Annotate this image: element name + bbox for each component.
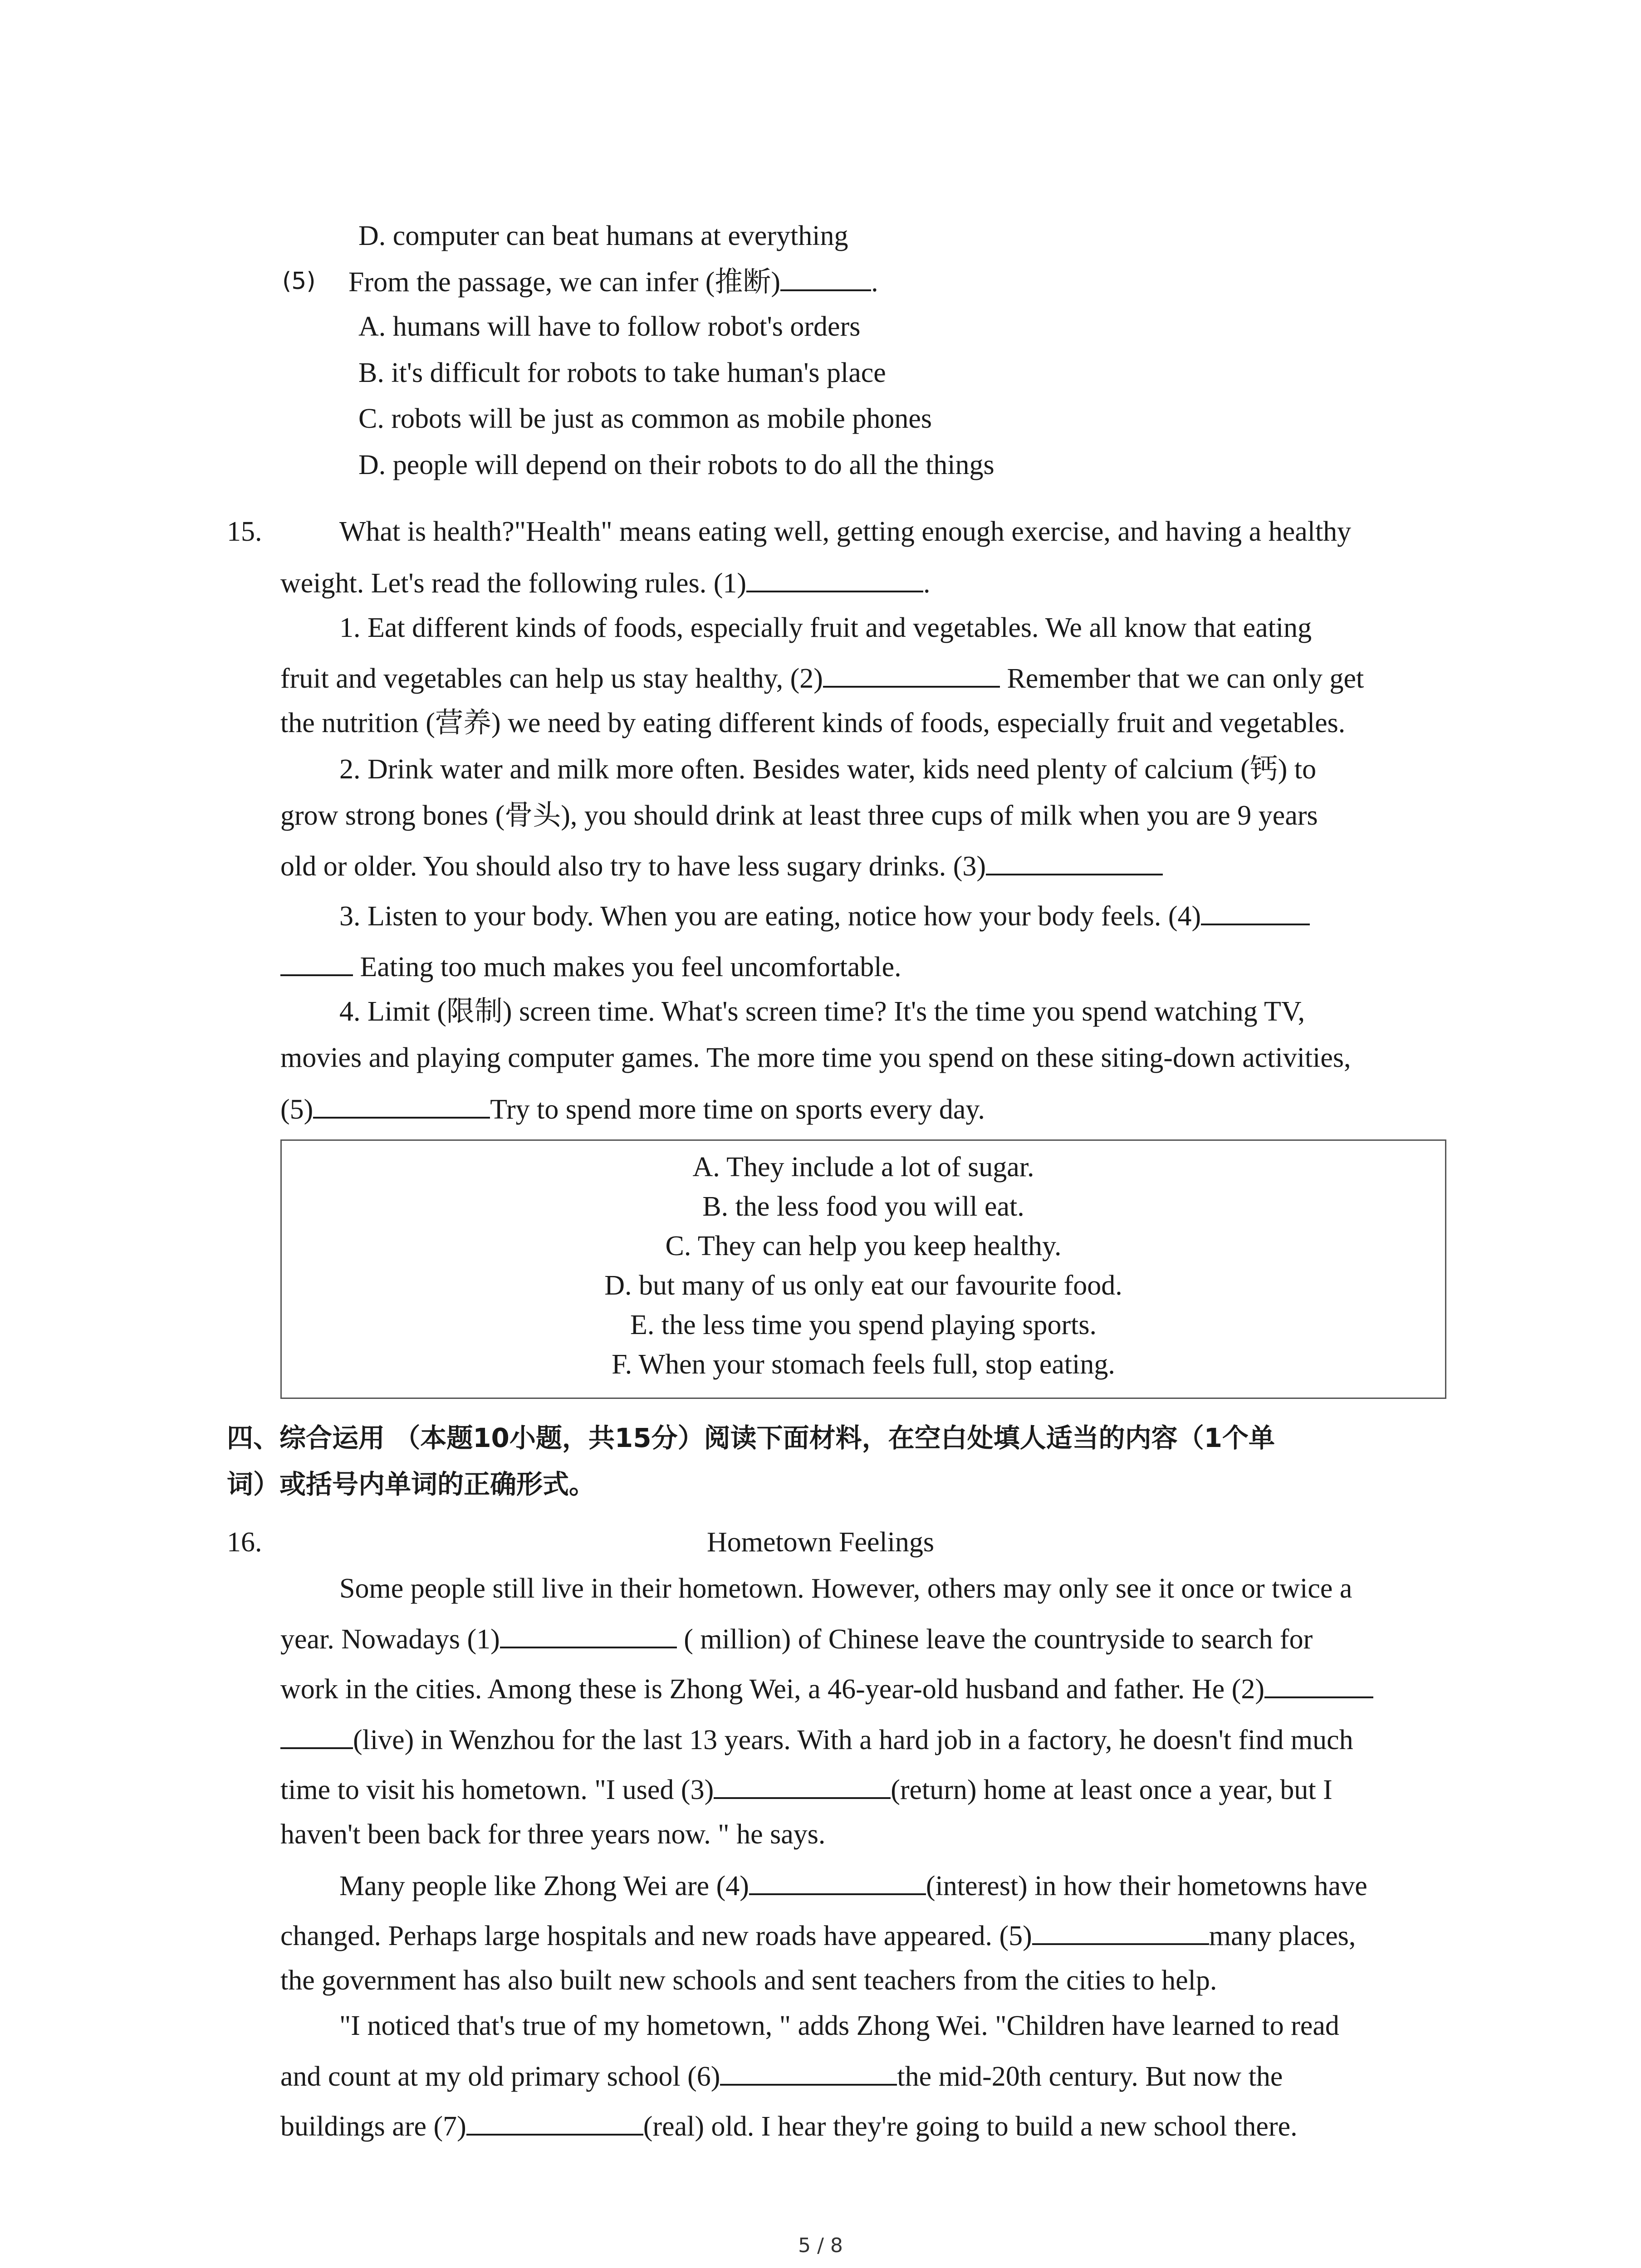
q14-option-a: A. humans will have to follow robot's orders	[358, 311, 861, 342]
q16-line: haven't been back for three years now. " he says.	[280, 1819, 826, 1850]
answer-blank-4	[749, 1867, 926, 1895]
answer-blank-1	[746, 564, 923, 592]
q14-sub5-text: From the passage, we can infer (推断)	[348, 267, 781, 298]
box-option-f: F. When your stomach feels full, stop eating.	[612, 1349, 1115, 1380]
q16-line: Many people like Zhong Wei are (4) (interest) in how their hometowns have	[339, 1867, 1367, 1904]
box-option-a: A. They include a lot of sugar.	[692, 1152, 1034, 1183]
page-number: 5 / 8	[798, 2234, 843, 2257]
q15-line: 2. Drink water and milk more often. Besides water, kids need plenty of calcium (钙) to	[339, 754, 1317, 785]
q14-option-d-prev: D. computer can beat humans at everything	[358, 220, 848, 251]
answer-blank-2	[823, 660, 1000, 688]
q16-line: work in the cities. Among these is Zhong Wei, a 46-year-old husband and father. He (2)	[280, 1670, 1373, 1707]
q16-line: year. Nowadays (1) ( million) of Chinese leave the countryside to search for	[280, 1620, 1313, 1657]
answer-blank-2-cont	[280, 1721, 353, 1749]
answer-blank-5	[313, 1090, 490, 1119]
q14-sub5-stem: From the passage, we can infer (推断) .	[348, 263, 878, 300]
q16-line: (live) in Wenzhou for the last 13 years. With a hard job in a factory, he doesn't find much	[280, 1721, 1353, 1758]
section-heading-line2: 词）或括号内单词的正确形式。	[227, 1469, 596, 1500]
q15-line: movies and playing computer games. The more time you spend on these siting-down activities,	[280, 1042, 1351, 1073]
answer-blank-4-cont	[280, 948, 353, 976]
q14-option-c: C. robots will be just as common as mobile phones	[358, 403, 932, 434]
q15-number: 15.	[227, 516, 262, 547]
q15-line: 4. Limit (限制) screen time. What's screen time? It's the time you spend watching TV,	[339, 996, 1305, 1027]
box-option-b: B. the less food you will eat.	[702, 1191, 1024, 1222]
q16-line: "I noticed that's true of my hometown, " adds Zhong Wei. "Children have learned to read	[339, 2010, 1339, 2041]
box-option-d: D. but many of us only eat our favourite food.	[604, 1270, 1122, 1301]
box-option-e: E. the less time you spend playing sports.	[630, 1310, 1097, 1340]
answer-blank-2	[1264, 1670, 1373, 1698]
q15-line: grow strong bones (骨头), you should drink at least three cups of milk when you are 9 years	[280, 800, 1318, 831]
q16-title: Hometown Feelings	[706, 1527, 935, 1558]
section-heading-line1: 四、综合运用 （本题10小题，共15分）阅读下面材料，在空白处填人适当的内容（1个单	[227, 1422, 1275, 1453]
answer-blank-3	[714, 1771, 891, 1799]
q14-option-d: D. people will depend on their robots to do all the things	[358, 450, 994, 480]
q15-line: fruit and vegetables can help us stay healthy, (2) Remember that we can only get	[280, 660, 1364, 697]
q15-line: Eating too much makes you feel uncomfortable.	[280, 948, 901, 985]
answer-blank-7	[466, 2107, 643, 2136]
box-option-c: C. They can help you keep healthy.	[665, 1231, 1062, 1261]
q16-line: and count at my old primary school (6) the mid-20th century. But now the	[280, 2058, 1283, 2095]
q15-line: (5) Try to spend more time on sports every day.	[280, 1090, 985, 1128]
q16-line: changed. Perhaps large hospitals and new roads have appeared. (5) many places,	[280, 1917, 1356, 1954]
answer-blank-1	[500, 1620, 677, 1648]
q16-line: Some people still live in their hometown. However, others may only see it once or twice a	[339, 1573, 1352, 1604]
q16-line: time to visit his hometown. "I used (3) (return) home at least once a year, but I	[280, 1771, 1332, 1808]
q14-option-b: B. it's difficult for robots to take human's place	[358, 357, 886, 388]
q14-sub5-number: (5)	[282, 268, 316, 295]
answer-blank	[780, 263, 871, 291]
answer-blank-4	[1201, 897, 1310, 925]
q15-line: What is health?"Health" means eating well, getting enough exercise, and having a healthy	[339, 516, 1352, 547]
answer-blank-3	[986, 847, 1163, 875]
q16-line: buildings are (7) (real) old. I hear they're going to build a new school there.	[280, 2107, 1298, 2145]
q15-line: the nutrition (营养) we need by eating different kinds of foods, especially fruit and vegetables.	[280, 708, 1346, 738]
q15-line: weight. Let's read the following rules. (1) .	[280, 564, 931, 601]
q15-options-box	[280, 1139, 1446, 1399]
q15-line: 3. Listen to your body. When you are eating, notice how your body feels. (4)	[339, 897, 1310, 934]
q16-number: 16.	[227, 1527, 262, 1558]
answer-blank-6	[720, 2058, 897, 2086]
q16-line: the government has also built new schools and sent teachers from the cities to help.	[280, 1965, 1217, 1996]
q15-line: 1. Eat different kinds of foods, especially fruit and vegetables. We all know that eating	[339, 612, 1312, 643]
answer-blank-5	[1032, 1917, 1209, 1945]
q15-line: old or older. You should also try to have less sugary drinks. (3)	[280, 847, 1163, 885]
